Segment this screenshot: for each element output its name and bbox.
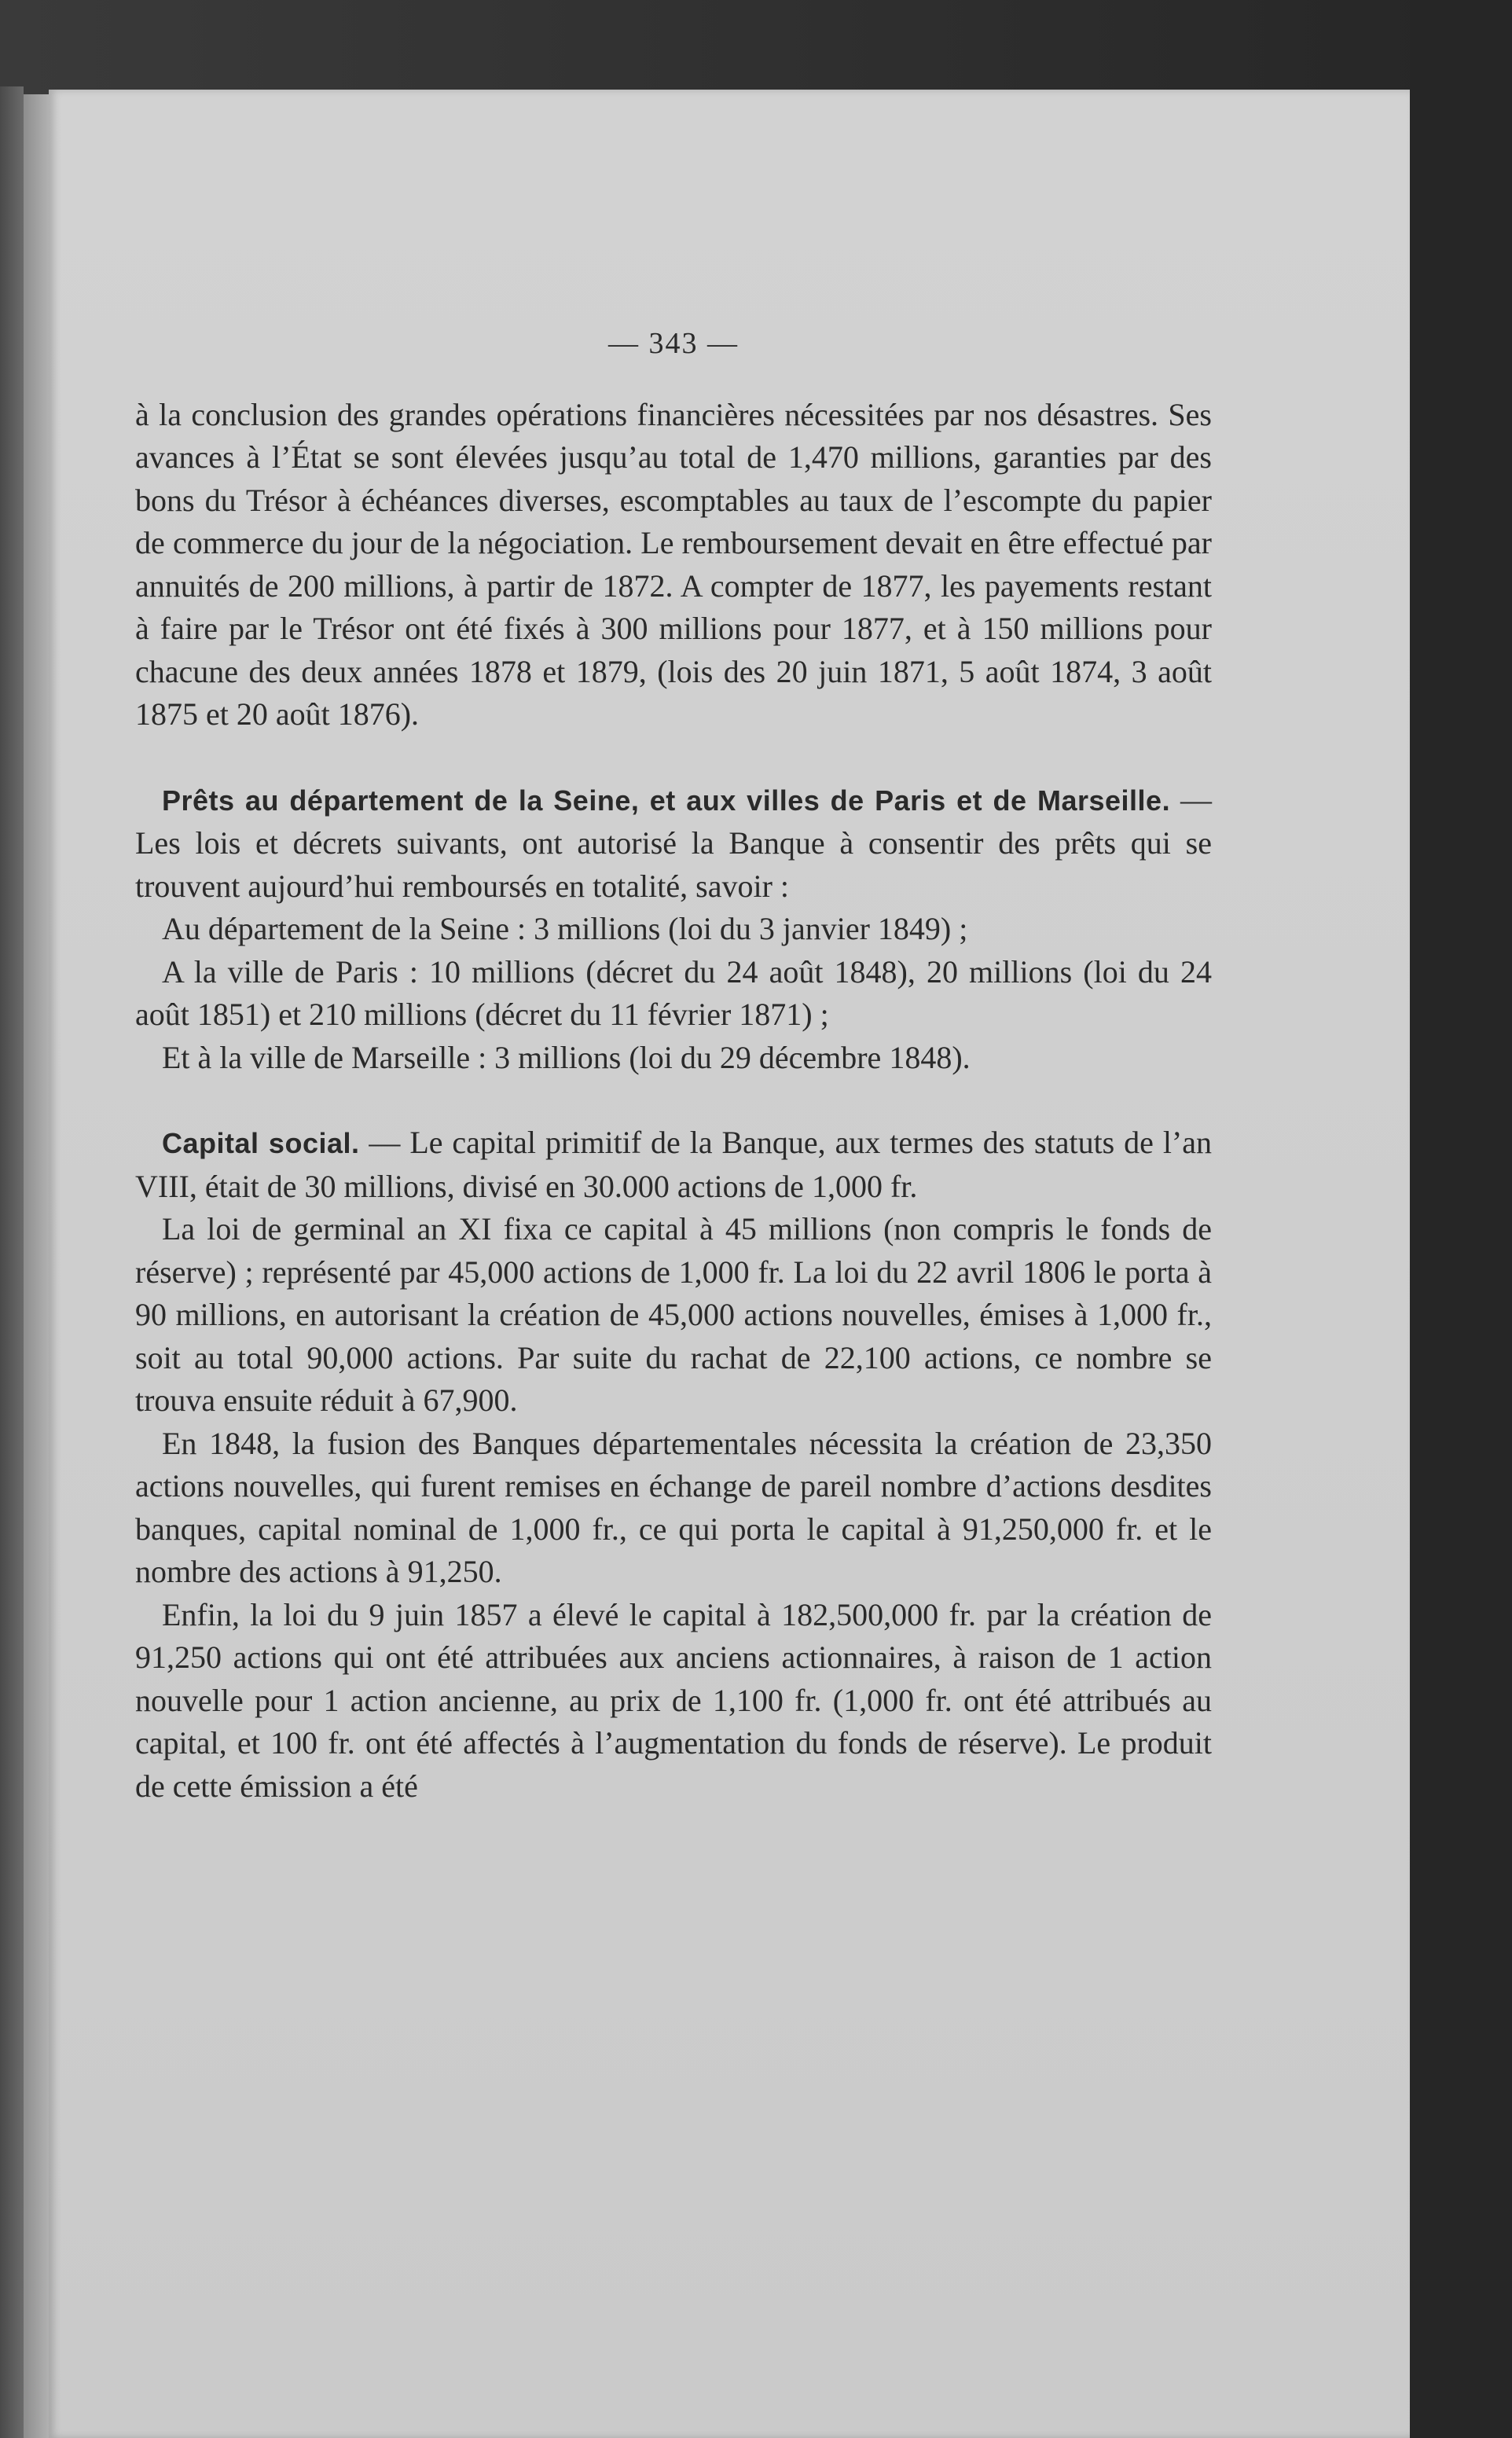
section-loans (135, 779, 1212, 909)
capital-paragraph: La loi de germinal an XI fixa ce capital à 45 millions (non compris le fonds de réserve) ; représenté par 45,000 actions de 1,000 fr. La loi du 22 avril 1806 le porta à 90 millions, en autorisant la création de 45,000 actions nouvelles, émises à 1,000 fr., soit au total 90,000 actions. Par suite du rachat de 22,100 actions, ce nombre se trouva ensuite réduit à 67,900. (135, 1211, 1212, 1418)
section-spacer (135, 736, 1212, 779)
section-spacer (135, 1079, 1212, 1122)
loan-item: A la ville de Paris : 10 millions (décret du 24 août 1848), 20 millions (loi du 24 août 1851) et 210 millions (décret du 11 février 1871) ; (135, 953, 1212, 1032)
loan-item: Et à la ville de Marseille : 3 millions (loi du 29 décembre 1848). (162, 1039, 971, 1075)
book-spine-edge (0, 86, 24, 2438)
page-text (135, 322, 1212, 1808)
loan-item: Au département de la Seine : 3 millions (loi du 3 janvier 1849) ; (162, 911, 968, 946)
scan-right-margin (1410, 0, 1512, 2438)
section-lead-loans: — Les lois et décrets suivants, ont autorisé la Banque à consentir des prêts qui se trouvent aujourd’hui remboursés en totalité, savoir : (135, 781, 1213, 904)
page-number: — 343 — (608, 327, 739, 360)
capital-paragraph: En 1848, la fusion des Banques départementales nécessita la création de 23,350 actions nouvelles, qui furent remises en échange de pareil nombre d’actions desdites banques, capital nominal de 1,000 fr., ce qui porta le capital à 91,250,000 fr. et le nombre des actions à 91,250. (135, 1425, 1212, 1589)
intro-paragraph: à la conclusion des grandes opérations financières nécessitées par nos désastres. Ses avances à l’État se sont élevées jusqu’au total de 1,470 millions, garanties par des bons du Trésor à échéances diverses, escomptables au taux de l’escompte du papier de commerce du jour de la négociation. Le remboursement devait en être effectué par annuités de 200 millions, à partir de 1872. A compter de 1877, les payements restant à faire par le Trésor ont été fixés à 300 millions pour 1877, et à 150 millions pour chacune des deux années 1878 et 1879, (lois des 20 juin 1871, 5 août 1874, 3 août 1875 et 20 août 1876). (135, 396, 1212, 732)
section-capital (135, 1122, 1212, 1208)
section-lead-capital: — Le capital primitif de la Banque, aux termes des statuts de l’an VIII, était de 30 millions, divisé en 30.000 actions de 1,000 fr. (135, 1125, 1213, 1204)
capital-paragraph: Enfin, la loi du 9 juin 1857 a élevé le capital à 182,500,000 fr. par la création de 91,250 actions qui ont été attribuées aux anciens actionnaires, à raison de 1 action nouvelle pour 1 action ancienne, au prix de 1,100 fr. (1,000 fr. ont été attribués au capital, et 100 fr. ont été affectés à l’augmentation du fonds de réserve). Le produit de cette émission a été (135, 1596, 1212, 1804)
section-heading-capital: Capital social. (162, 1127, 360, 1159)
section-heading-loans: Prêts au département de la Seine, et aux villes de Paris et de Marseille. (162, 784, 1171, 817)
